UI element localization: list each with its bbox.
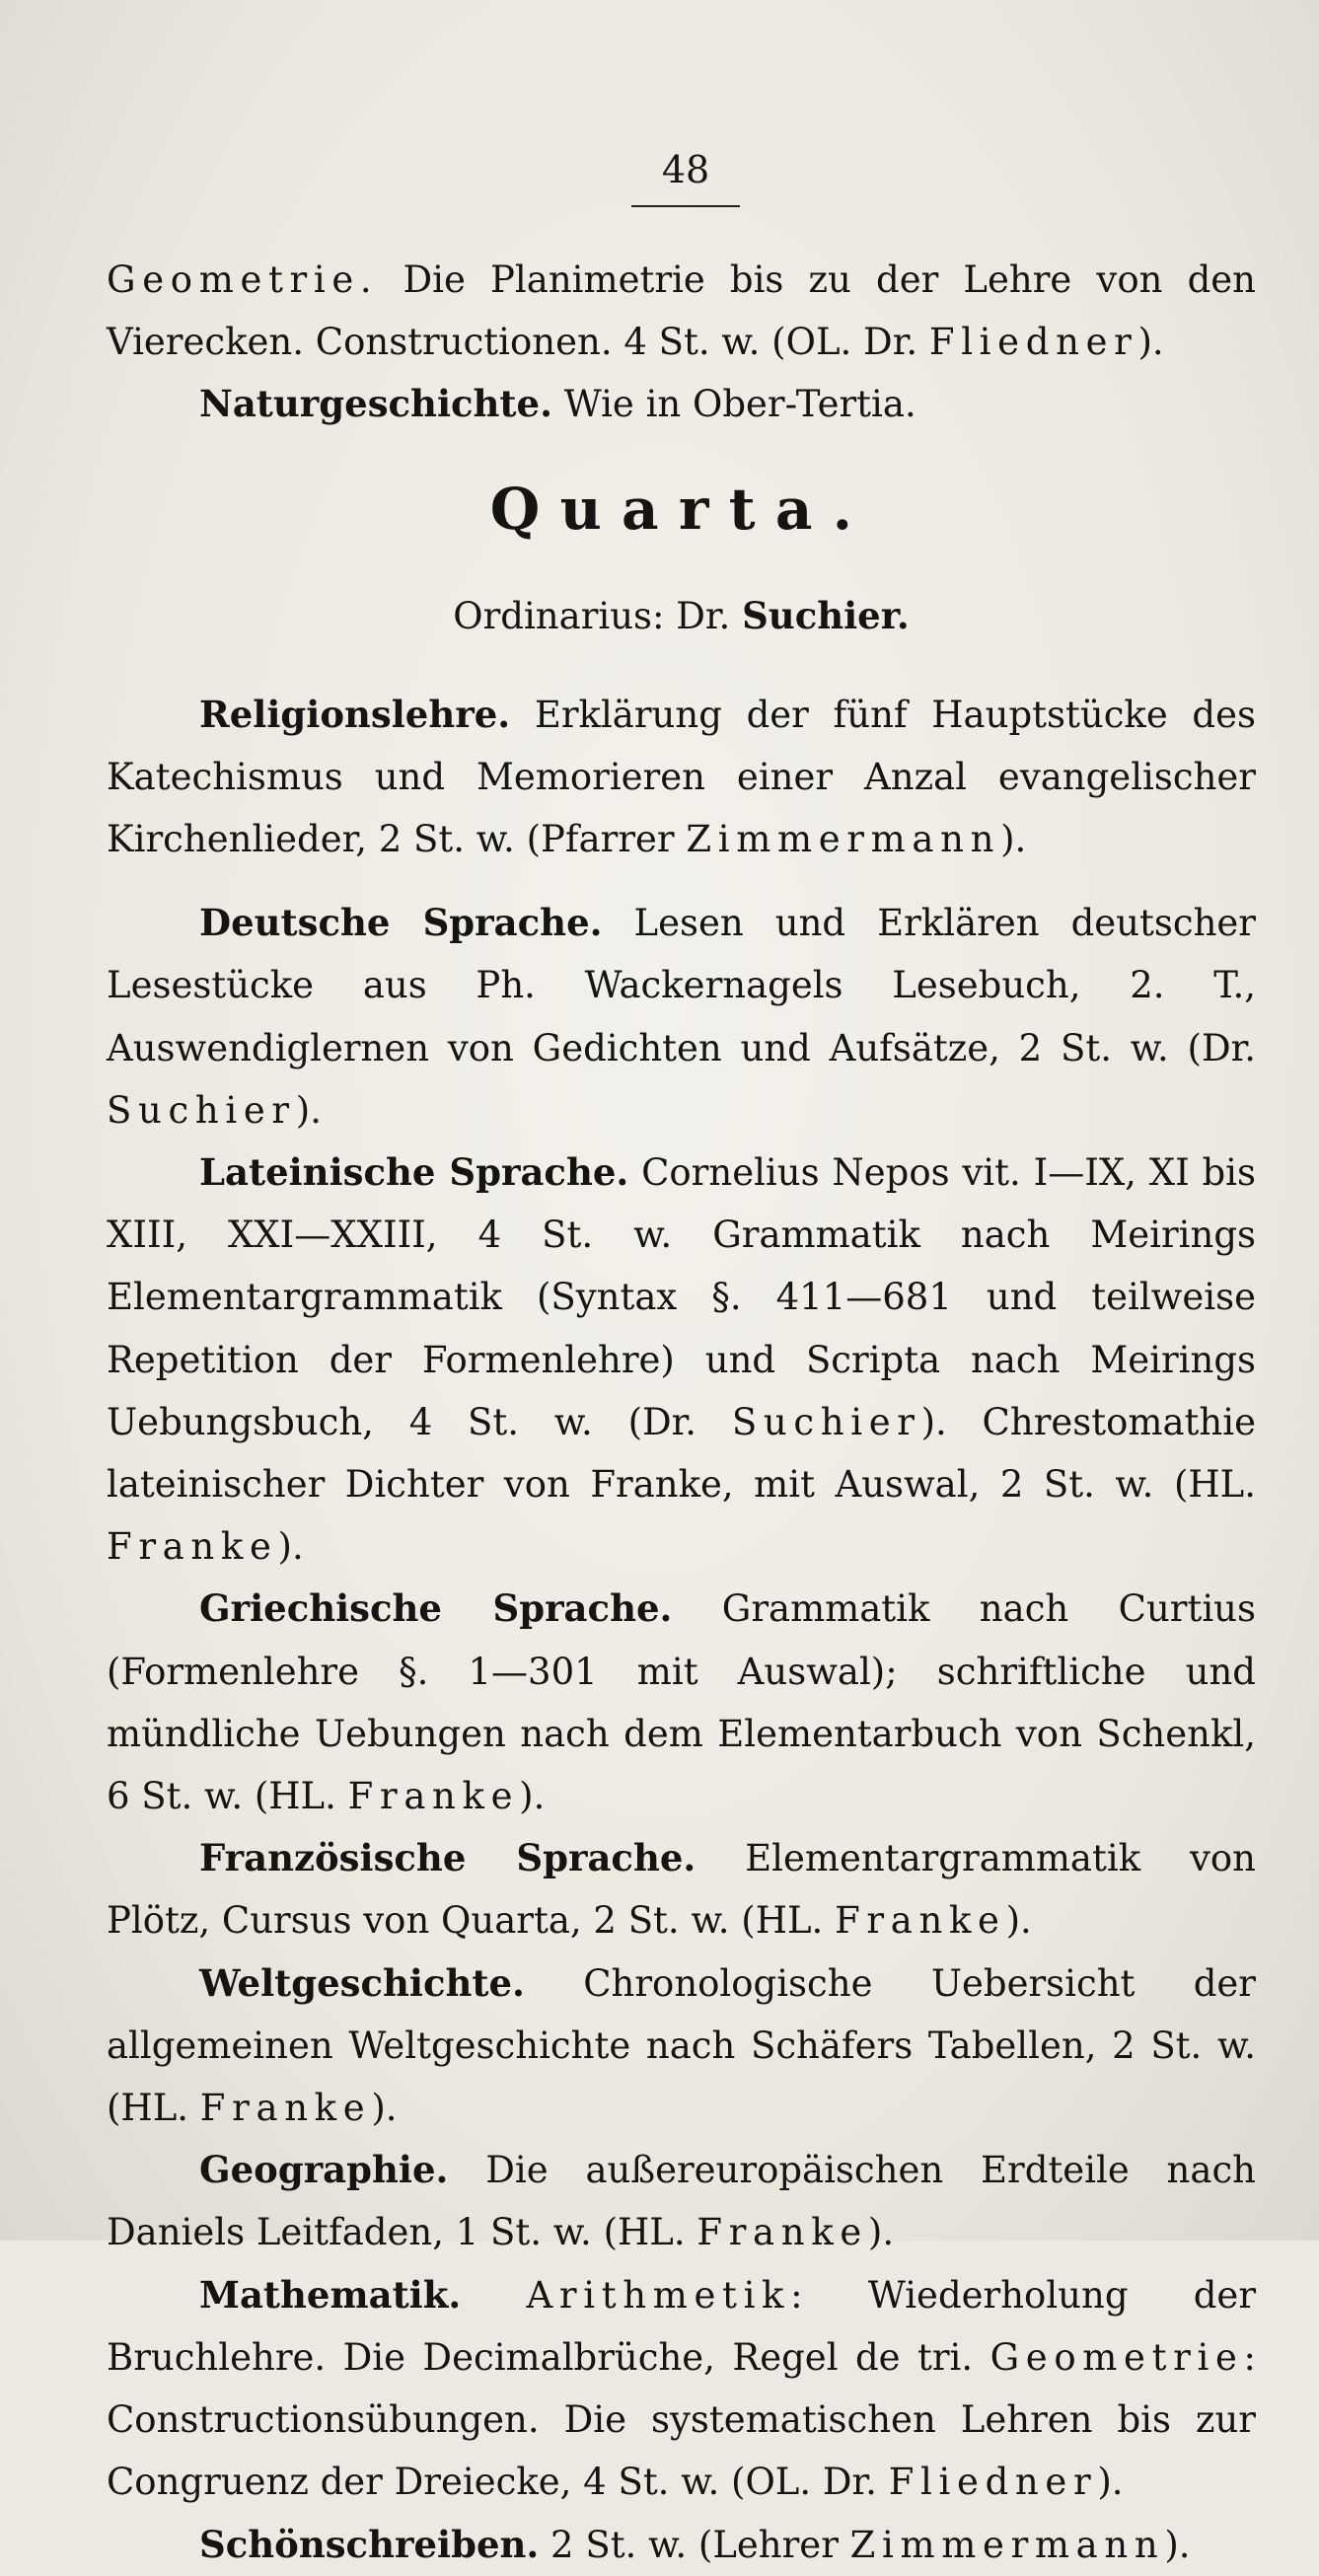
paragraph-geometrie: Geometrie. Die Planimetrie bis zu der Lehre von den Vierecken. Constructionen. 4 St. w. (OL. Dr. Fliedner). bbox=[107, 258, 1256, 364]
subject-label: Mathematik. bbox=[199, 2272, 462, 2317]
paragraph-religion: Religionslehre. Erklärung der fünf Hauptstücke des Katechismus und Memorieren einer Anzal evangelischer Kirchenlieder, 2 St. w. (Pfarrer Zimmermann). bbox=[107, 692, 1256, 861]
paragraph-schoenschreiben: Schönschreiben. 2 St. w. (Lehrer Zimmermann). bbox=[199, 2522, 1191, 2566]
subject-label: Naturgeschichte. bbox=[199, 382, 552, 426]
paragraph-deutsch: Deutsche Sprache. Lesen und Erklären deutscher Lesestücke aus Ph. Wackernagels Lesebuch, 2. T., Auswendiglernen von Gedichten und Aufsätze, 2 St. w. (Dr. Suchier). bbox=[107, 901, 1256, 1132]
paragraph-naturgeschichte: Naturgeschichte. Wie in Ober-Tertia. bbox=[199, 382, 916, 426]
subject-label: Griechische Sprache. bbox=[199, 1586, 673, 1631]
subject-label: Deutsche Sprache. bbox=[199, 901, 603, 945]
paragraph-franzoesisch: Französische Sprache. Elementargrammatik von Plötz, Cursus von Quarta, 2 St. w. (HL. Franke). bbox=[107, 1836, 1256, 1943]
teacher-name: Franke bbox=[696, 2211, 868, 2254]
teacher-name: Zimmermann bbox=[849, 2523, 1165, 2566]
teacher-name: Fliedner bbox=[928, 321, 1138, 364]
teacher-name: Franke bbox=[347, 1775, 520, 1818]
teacher-name: Franke bbox=[107, 1525, 278, 1569]
teacher-name: Franke bbox=[199, 2087, 372, 2130]
subject-label: Schönschreiben. bbox=[199, 2522, 540, 2566]
sub-topic-label: Arithmetik bbox=[526, 2273, 791, 2317]
paragraph-mathematik: Mathematik. Arithmetik: Wiederholung der Bruchlehre. Die Decimalbrüche, Regel de tri. Geometrie: Constructionsübungen. Die systematischen Lehren bis zur Congruenz der Dreiecke, 4 St. w. (OL. Dr. Fliedner). bbox=[107, 2272, 1257, 2504]
subject-label: Weltgeschichte. bbox=[199, 1960, 525, 2005]
paragraph-griechisch: Griechische Sprache. Grammatik nach Curtius (Formenlehre §. 1—301 mit Auswal); schriftliche und mündliche Uebungen nach dem Elementarbuch von Schenkl, 6 St. w. (HL. Franke). bbox=[107, 1586, 1256, 1818]
ordinarius-name: Suchier. bbox=[742, 593, 910, 637]
paragraph-geographie: Geographie. Die außereuropäischen Erdteile nach Daniels Leitfaden, 1 St. w. (HL. Franke). bbox=[107, 2148, 1256, 2254]
teacher-name: Suchier bbox=[731, 1400, 921, 1443]
subject-label: Religionslehre. bbox=[199, 692, 511, 736]
paragraph-latein: Lateinische Sprache. Cornelius Nepos vit. I—IX, XI bis XIII, XXI—XXIII, 4 St. w. Grammatik nach Meirings Elementargrammatik (Syntax §. 411—681 und teilweise Repetition der Formenlehre) und Scripta nach Meirings Uebungsbuch, 4 St. w. (Dr. Suchier). Chrestomathie lateinischer Dichter von Franke, mit Auswal, 2 St. w. (HL. Franke). bbox=[107, 1150, 1256, 1569]
page-number: 48 bbox=[631, 148, 740, 207]
teacher-name: Fliedner bbox=[888, 2461, 1098, 2504]
subject-label: Lateinische Sprache. bbox=[199, 1150, 629, 1195]
sub-topic-label: Geometrie bbox=[989, 2335, 1244, 2379]
teacher-name: Zimmermann bbox=[686, 818, 1001, 861]
teacher-name: Franke bbox=[835, 1899, 1006, 1943]
subject-label: Französische Sprache. bbox=[199, 1836, 696, 1880]
subject-label: Geographie. bbox=[199, 2148, 449, 2192]
subject-label: Geometrie. bbox=[107, 258, 379, 301]
ordinarius-line: Ordinarius: Dr. Suchier. bbox=[453, 593, 910, 637]
page-number-rule bbox=[631, 205, 740, 207]
teacher-name: Suchier bbox=[107, 1088, 296, 1132]
section-title: Quarta. bbox=[489, 475, 873, 543]
page-body bbox=[107, 249, 1256, 2576]
paragraph-weltgeschichte: Weltgeschichte. Chronologische Uebersicht der allgemeinen Weltgeschichte nach Schäfers Tabellen, 2 St. w. (HL. Franke). bbox=[107, 1960, 1256, 2130]
